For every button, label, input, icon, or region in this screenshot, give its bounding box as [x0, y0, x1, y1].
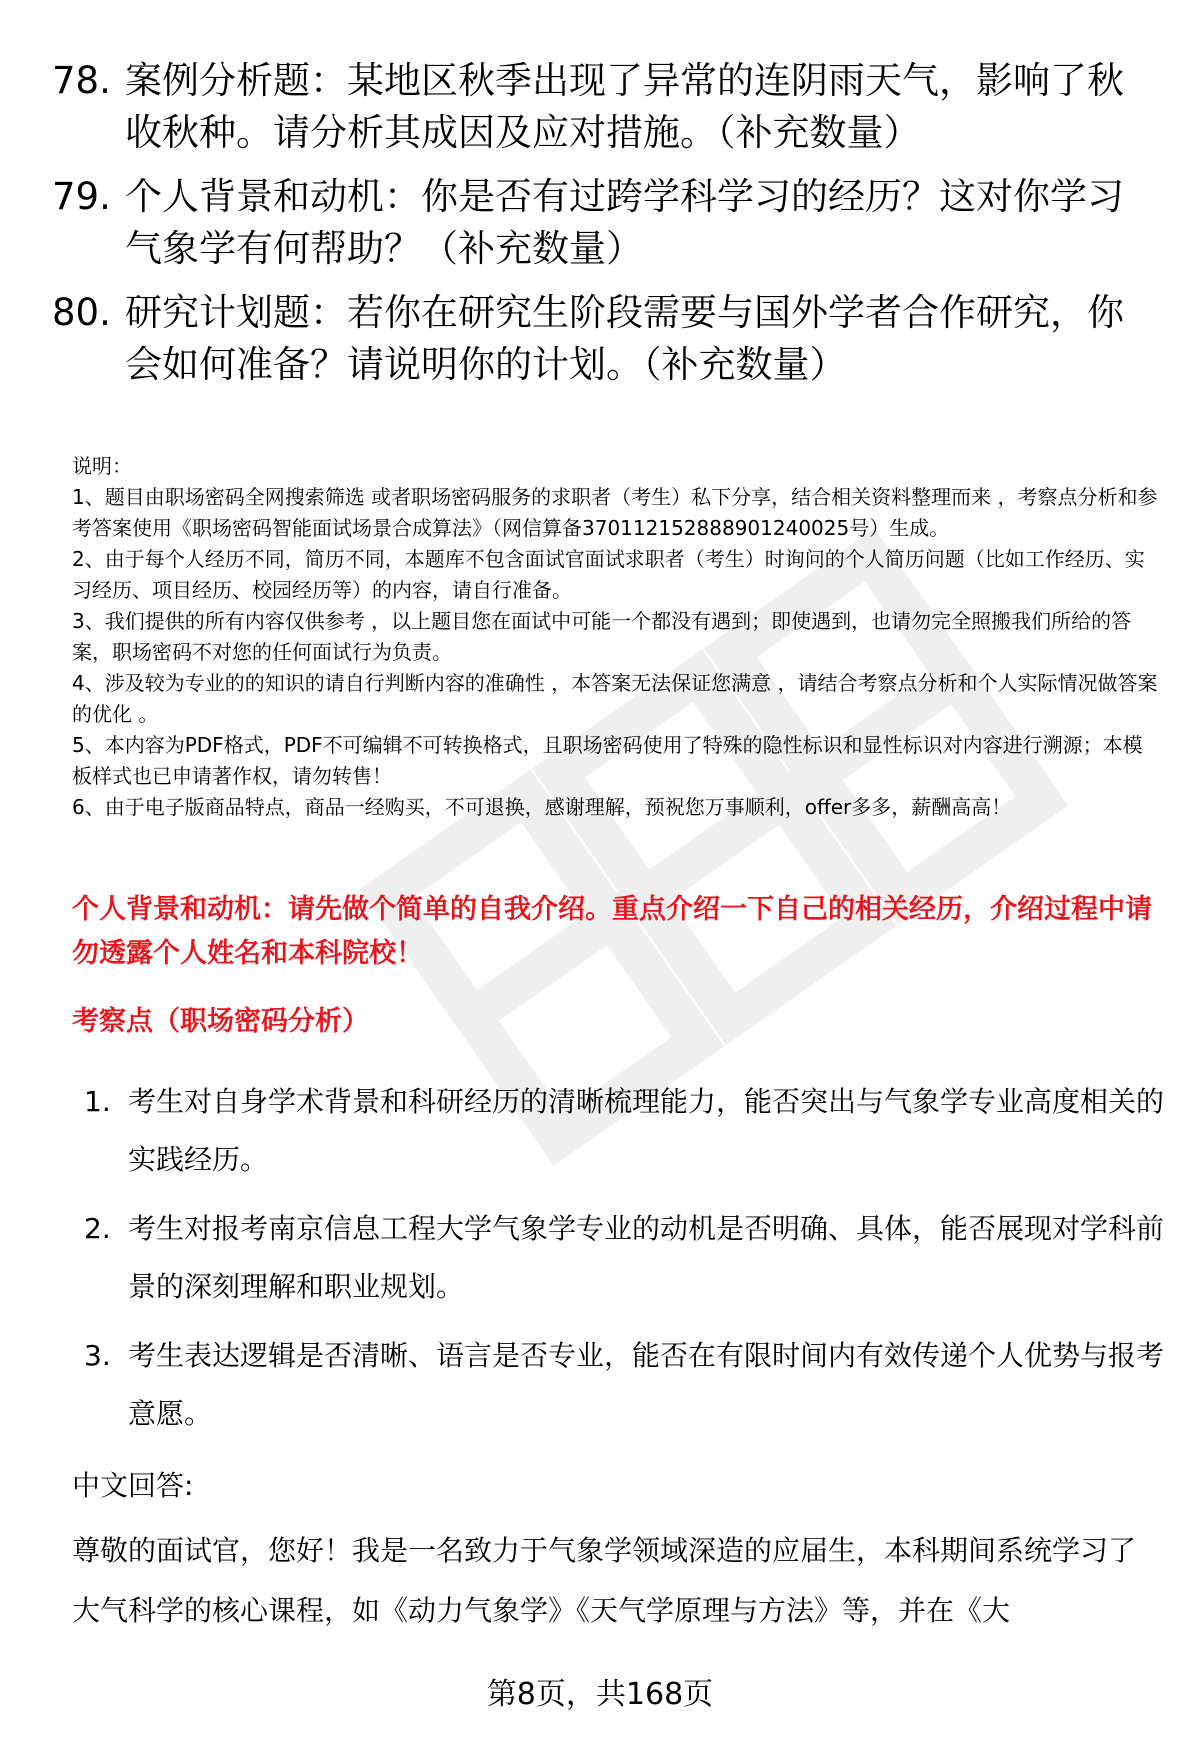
- page-number: 第8页，共168页: [486, 1677, 714, 1712]
- note-item: 5、本内容为PDF格式，PDF不可编辑不可转换格式，且职场密码使用了特殊的隐性标识和显性标识对内容进行溯源；本模板样式也已申请著作权，请勿转售！: [72, 733, 1143, 788]
- list-item: [84, 1200, 1164, 1316]
- notes-section: [72, 451, 1162, 823]
- point-number: 1.: [84, 1085, 111, 1118]
- note-item: 6、由于电子版商品特点，商品一经购买，不可退换，感谢理解，预祝您万事顺利，offer多多，薪酬高高！: [72, 795, 1012, 819]
- question-number: 80.: [52, 291, 111, 334]
- question-78: [52, 55, 1152, 159]
- point-text: 考生对自身学术背景和科研经历的清晰梳理能力，能否突出与气象学专业高度相关的实践经历。: [128, 1085, 1165, 1176]
- question-79: [52, 171, 1152, 275]
- point-number: 3.: [84, 1339, 111, 1372]
- point-text: 考生对报考南京信息工程大学气象学专业的动机是否明确、具体，能否展现对学科前景的深刻理解和职业规划。: [128, 1212, 1165, 1303]
- note-item: 4、涉及较为专业的的知识的请自行判断内容的准确性 ，本答案无法保证您满意 ，请结合考察点分析和个人实际情况做答案的优化 。: [72, 671, 1158, 726]
- answer-label: 中文回答:: [72, 1469, 194, 1502]
- analysis-heading: 考察点（职场密码分析）: [72, 1006, 369, 1037]
- point-text: 考生表达逻辑是否清晰、语言是否专业，能否在有限时间内有效传递个人优势与报考意愿。: [128, 1339, 1165, 1430]
- list-item: [84, 1073, 1164, 1189]
- note-item: 3、我们提供的所有内容仅供参考 ，以上题目您在面试中可能一个都没有遇到；即使遇到，也请勿完全照搬我们所给的答案，职场密码不对您的任何面试行为负责。: [72, 609, 1132, 664]
- point-number: 2.: [84, 1212, 111, 1245]
- answer-text: 尊敬的面试官，您好！我是一名致力于气象学领域深造的应届生，本科期间系统学习了大气科学的核心课程，如《动力气象学》《天气学原理与方法》等，并在《大: [72, 1534, 1137, 1627]
- question-number: 78.: [52, 59, 111, 102]
- note-item: 1、题目由职场密码全网搜索筛选 或者职场密码服务的求职者（考生）私下分享，结合相关资料整理而来 ，考察点分析和参考答案使用《职场密码智能面试场景合成算法》（网信算备370112152888901240025号）生成。: [72, 485, 1158, 540]
- analysis-points-list: [84, 1073, 1164, 1454]
- question-number: 79.: [52, 175, 111, 218]
- list-item: [84, 1327, 1164, 1443]
- notes-title: 说明：: [72, 454, 132, 478]
- question-text: 案例分析题：某地区秋季出现了异常的连阴雨天气，影响了秋收秋种。请分析其成因及应对措施。（补充数量）: [125, 59, 1124, 154]
- note-item: 2、由于每个人经历不同，简历不同，本题库不包含面试官面试求职者（考生）时询问的个人简历问题（比如工作经历、实习经历、项目经历、校园经历等）的内容，请自行准备。: [72, 547, 1145, 602]
- question-80: [52, 287, 1152, 391]
- question-text: 研究计划题：若你在研究生阶段需要与国外学者合作研究，你会如何准备？请说明你的计划。（补充数量）: [125, 291, 1124, 386]
- current-question-heading: 个人背景和动机：请先做个简单的自我介绍。重点介绍一下自己的相关经历，介绍过程中请勿透露个人姓名和本科院校！: [72, 894, 1152, 969]
- question-text: 个人背景和动机：你是否有过跨学科学习的经历？这对你学习气象学有何帮助？（补充数量）: [125, 175, 1124, 270]
